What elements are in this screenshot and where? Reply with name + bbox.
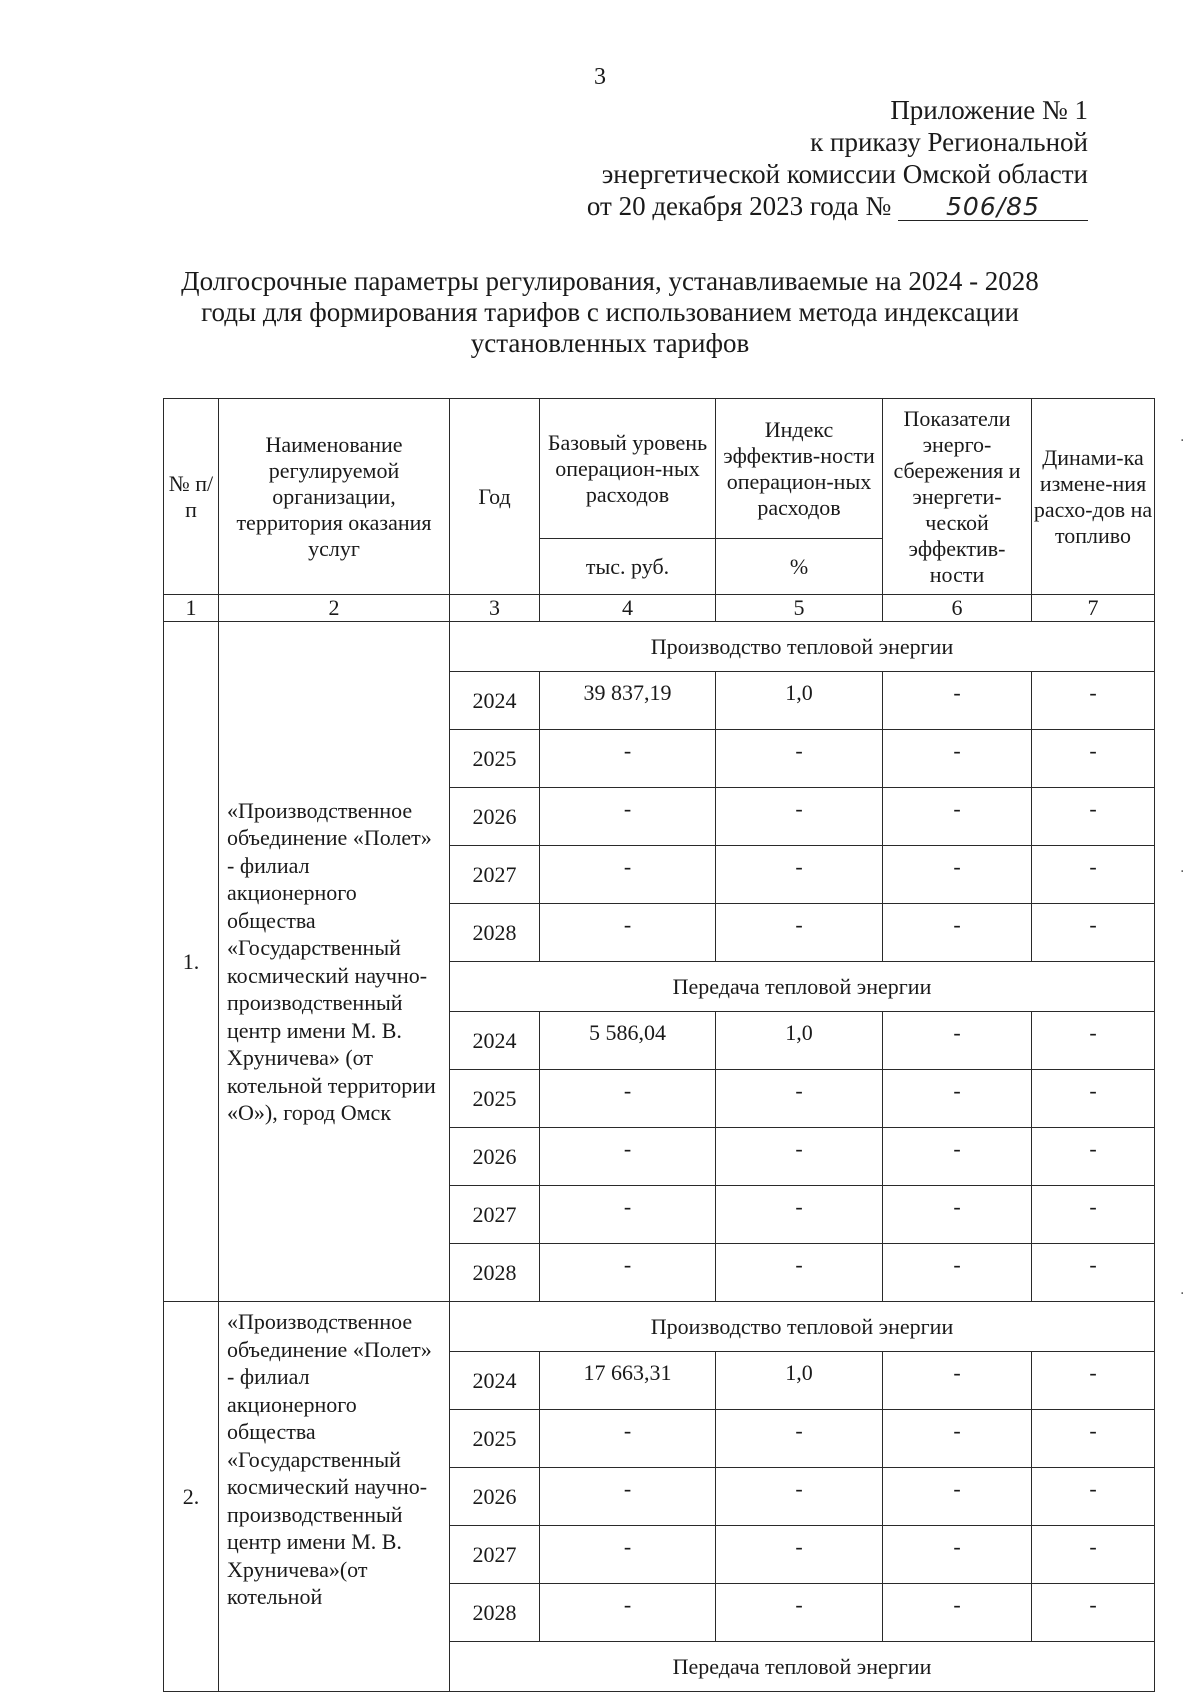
efficiency-index-cell: - [716,788,883,846]
year-cell: 2027 [450,846,540,904]
base-opex-cell: - [540,1186,716,1244]
base-opex-cell: - [540,730,716,788]
energy-saving-cell: - [883,1468,1032,1526]
efficiency-index-cell: - [716,1186,883,1244]
entry-number: 1. [164,622,219,1302]
fuel-dynamics-cell: - [1032,1352,1155,1410]
energy-saving-cell: - [883,1012,1032,1070]
title-line-1: Долгосрочные параметры регулирования, устанавливаемые на 2024 - 2028 [181,266,1039,296]
efficiency-index-cell: 1,0 [716,672,883,730]
appendix-line-2: к приказу Региональной [810,127,1088,157]
section-row [164,1302,1155,1352]
fuel-dynamics-cell: - [1032,1410,1155,1468]
section-title: Производство тепловой энергии [450,1302,1155,1352]
section-title: Производство тепловой энергии [450,622,1155,672]
year-cell: 2024 [450,1352,540,1410]
efficiency-index-cell: - [716,904,883,962]
year-cell: 2027 [450,1186,540,1244]
header-col-efficiency-index: Индекс эффектив-ности операцион-ных расходов [716,399,883,539]
year-cell: 2024 [450,672,540,730]
energy-saving-cell: - [883,730,1032,788]
unit-percent: % [716,539,883,595]
fuel-dynamics-cell: - [1032,1186,1155,1244]
appendix-date: от 20 декабря 2023 года № [586,191,892,221]
column-number: 7 [1032,595,1155,622]
base-opex-cell: - [540,1468,716,1526]
efficiency-index-cell: 1,0 [716,1012,883,1070]
base-opex-cell: - [540,1584,716,1642]
year-cell: 2025 [450,730,540,788]
entry-number: 2. [164,1302,219,1692]
fuel-dynamics-cell: - [1032,1468,1155,1526]
column-number-row [164,595,1155,622]
column-number: 4 [540,595,716,622]
scan-mark: · [1180,1286,1185,1302]
section-title: Передача тепловой энергии [450,962,1155,1012]
base-opex-cell: 39 837,19 [540,672,716,730]
header-col-base-level: Базовый уровень операцион-ных расходов [540,399,716,539]
scan-mark: · [1180,433,1185,449]
title-line-2: годы для формирования тарифов с использованием метода индексации [201,297,1019,327]
efficiency-index-cell: - [716,1468,883,1526]
column-number: 3 [450,595,540,622]
organization-name: «Производственное объединение «Полет» - филиал акционерного общества «Государственный космический научно-производственный центр имени М. В. Хруничева»(от котельной [219,1302,450,1692]
year-cell: 2026 [450,1128,540,1186]
year-cell: 2028 [450,1584,540,1642]
energy-saving-cell: - [883,846,1032,904]
year-cell: 2024 [450,1012,540,1070]
base-opex-cell: - [540,1244,716,1302]
year-cell: 2028 [450,1244,540,1302]
energy-saving-cell: - [883,1584,1032,1642]
efficiency-index-cell: - [716,1584,883,1642]
efficiency-index-cell: - [716,1128,883,1186]
base-opex-cell: - [540,1070,716,1128]
energy-saving-cell: - [883,1352,1032,1410]
header-col-number: № п/п [164,399,219,595]
header-col-organization: Наименование регулируемой организации, территория оказания услуг [219,399,450,595]
base-opex-cell: - [540,1526,716,1584]
efficiency-index-cell: - [716,846,883,904]
energy-saving-cell: - [883,1244,1032,1302]
energy-saving-cell: - [883,1186,1032,1244]
appendix-line-1: Приложение № 1 [890,95,1088,125]
section-row [164,622,1155,672]
efficiency-index-cell: 1,0 [716,1352,883,1410]
year-cell: 2026 [450,1468,540,1526]
base-opex-cell: - [540,788,716,846]
header-col-energy-saving: Показатели энерго-сбережения и энергети-ческой эффектив-ности [883,399,1032,595]
page-number: 3 [594,64,606,90]
column-number: 6 [883,595,1032,622]
base-opex-cell: - [540,1128,716,1186]
energy-saving-cell: - [883,788,1032,846]
appendix-line-3: энергетической комиссии Омской области [601,159,1088,189]
efficiency-index-cell: - [716,730,883,788]
header-col-year: Год [450,399,540,595]
fuel-dynamics-cell: - [1032,846,1155,904]
column-number: 2 [219,595,450,622]
header-row [164,399,1155,539]
column-number: 5 [716,595,883,622]
base-opex-cell: - [540,1410,716,1468]
efficiency-index-cell: - [716,1244,883,1302]
fuel-dynamics-cell: - [1032,788,1155,846]
order-number: 506/85 [898,194,1088,221]
energy-saving-cell: - [883,1526,1032,1584]
efficiency-index-cell: - [716,1526,883,1584]
parameters-table [163,398,1155,1692]
fuel-dynamics-cell: - [1032,672,1155,730]
fuel-dynamics-cell: - [1032,1070,1155,1128]
year-cell: 2026 [450,788,540,846]
fuel-dynamics-cell: - [1032,1012,1155,1070]
energy-saving-cell: - [883,904,1032,962]
year-cell: 2025 [450,1410,540,1468]
energy-saving-cell: - [883,1070,1032,1128]
energy-saving-cell: - [883,1128,1032,1186]
base-opex-cell: 17 663,31 [540,1352,716,1410]
fuel-dynamics-cell: - [1032,904,1155,962]
energy-saving-cell: - [883,1410,1032,1468]
section-title: Передача тепловой энергии [450,1642,1155,1692]
year-cell: 2028 [450,904,540,962]
fuel-dynamics-cell: - [1032,730,1155,788]
efficiency-index-cell: - [716,1410,883,1468]
column-number: 1 [164,595,219,622]
year-cell: 2027 [450,1526,540,1584]
appendix-line-4 [587,190,1088,222]
appendix-header [587,94,1088,222]
fuel-dynamics-cell: - [1032,1584,1155,1642]
fuel-dynamics-cell: - [1032,1244,1155,1302]
energy-saving-cell: - [883,672,1032,730]
year-cell: 2025 [450,1070,540,1128]
base-opex-cell: - [540,846,716,904]
base-opex-cell: - [540,904,716,962]
fuel-dynamics-cell: - [1032,1128,1155,1186]
base-opex-cell: 5 586,04 [540,1012,716,1070]
title-line-3: установленных тарифов [470,328,750,358]
header-col-fuel-dynamics: Динами-ка измене-ния расхо-дов на топливо [1032,399,1155,595]
efficiency-index-cell: - [716,1070,883,1128]
organization-name: «Производственное объединение «Полет» - филиал акционерного общества «Государственный космический научно-производственный центр имени М. В. Хруничева» (от котельной территории «О»), город Омск [219,622,450,1302]
document-title [150,266,1070,359]
unit-thousand-rub: тыс. руб. [540,539,716,595]
fuel-dynamics-cell: - [1032,1526,1155,1584]
scan-mark: · [1180,864,1185,880]
